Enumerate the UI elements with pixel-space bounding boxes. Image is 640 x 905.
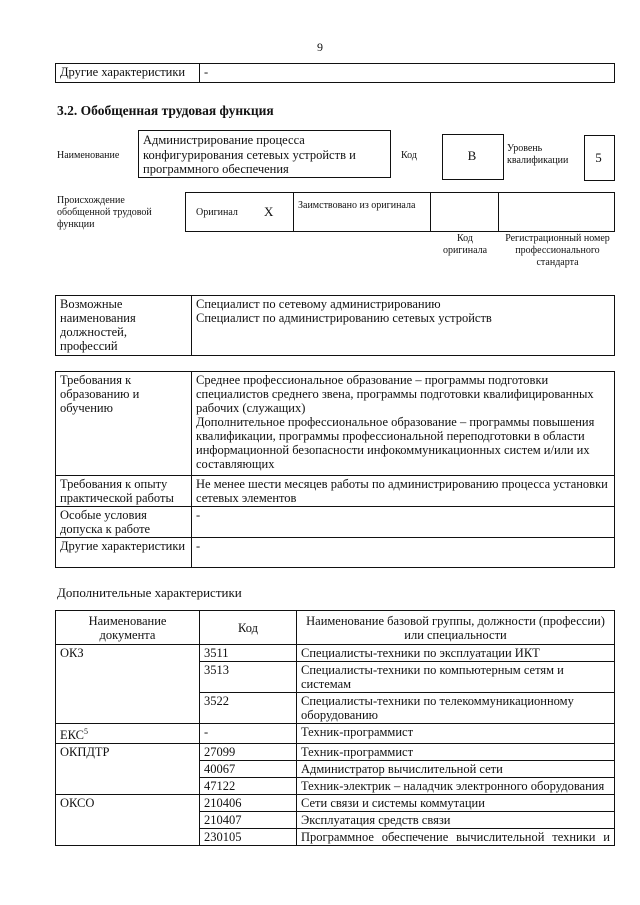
doc-okz: ОКЗ [56, 645, 200, 724]
name-cell: Техник-программист [297, 724, 615, 744]
doc-eks-text: ЕКС [60, 728, 84, 743]
code-cell: 210407 [200, 812, 297, 829]
education-value-1: Среднее профессиональное образование – программы подготовки специалистов среднего звена, программы подготовки квалифицированных рабочих (служащих) [196, 373, 594, 415]
origin-divider-2 [430, 192, 431, 231]
name-cell: Специалисты-техники по телекоммуникационному оборудованию [297, 693, 615, 724]
positions-values [192, 296, 615, 356]
name-cell: Программное обеспечение вычислительной техники и [297, 829, 615, 846]
name-cell: Техник-электрик – наладчик электронного оборудования [297, 778, 615, 795]
code-cell: 47122 [200, 778, 297, 795]
other-characteristics-label: Другие характеристики [56, 64, 200, 83]
function-name-value: Администрирование процесса конфигурирования сетевых устройств и программного обеспечения [143, 133, 356, 176]
education-label: Требования к образованию и обучению [56, 372, 192, 476]
code-cell: 3513 [200, 662, 297, 693]
doc-okpdtr: ОКПДТР [56, 744, 200, 795]
education-value [192, 372, 615, 476]
special-conditions-value: - [192, 507, 615, 538]
level-label: Уровень квалификации [507, 143, 569, 166]
code-value: B [467, 148, 477, 163]
origin-label: Происхождение обобщенной трудовой функции [57, 195, 152, 230]
origin-divider-1 [293, 192, 294, 231]
additional-table [55, 610, 615, 846]
code-original-caption: Код оригинала [442, 233, 488, 256]
footnote-ref: 5 [84, 727, 88, 736]
doc-eks [56, 724, 200, 744]
other-characteristics-value: - [200, 64, 615, 83]
original-label: Оригинал [196, 207, 238, 218]
name-cell: Администратор вычислительной сети [297, 761, 615, 778]
reg-number-caption: Регистрационный номер профессионального стандарта [505, 233, 610, 268]
name-cell: Специалисты-техники по компьютерным сетям и системам [297, 662, 615, 693]
code-cell: 40067 [200, 761, 297, 778]
origin-divider-3 [498, 192, 499, 231]
name-cell: Специалисты-техники по эксплуатации ИКТ [297, 645, 615, 662]
page-number: 9 [317, 40, 323, 54]
name-cell: Эксплуатация средств связи [297, 812, 615, 829]
code-cell: 27099 [200, 744, 297, 761]
experience-value: Не менее шести месяцев работы по администрированию процесса установки сетевых элементов [192, 476, 615, 507]
doc-okso: ОКСО [56, 795, 200, 846]
header-code: Код [200, 611, 297, 645]
positions-label: Возможные наименования должностей, профессий [56, 296, 192, 356]
other-label: Другие характеристики [56, 538, 192, 568]
experience-label: Требования к опыту практической работы [56, 476, 192, 507]
additional-title: Дополнительные характеристики [57, 585, 242, 600]
other-characteristics-top-table [55, 63, 615, 83]
code-label: Код [401, 150, 417, 161]
requirements-table [55, 371, 615, 568]
origin-box [185, 192, 615, 232]
positions-table [55, 295, 615, 356]
original-mark: X [264, 204, 274, 219]
other-value: - [192, 538, 615, 568]
code-cell: 3522 [200, 693, 297, 724]
header-name: Наименование базовой группы, должности (профессии) или специальности [297, 611, 615, 645]
header-doc: Наименование документа [56, 611, 200, 645]
code-cell: - [200, 724, 297, 744]
code-cell: 230105 [200, 829, 297, 846]
education-value-2: Дополнительное профессиональное образование – программы повышения квалификации, программы профессиональной переподготовки в области информационной безопасности инфокоммуникационных систем и/или их составляющих [196, 415, 595, 471]
name-cell: Сети связи и системы коммутации [297, 795, 615, 812]
position-2: Специалист по администрированию сетевых устройств [196, 311, 492, 325]
name-label: Наименование [57, 150, 120, 161]
code-cell: 3511 [200, 645, 297, 662]
special-conditions-label: Особые условия допуска к работе [56, 507, 192, 538]
name-cell: Техник-программист [297, 744, 615, 761]
borrowed-label: Заимствовано из оригинала [298, 200, 416, 211]
position-1: Специалист по сетевому администрированию [196, 297, 441, 311]
code-cell: 210406 [200, 795, 297, 812]
level-value: 5 [595, 150, 602, 165]
section-title: 3.2. Обобщенная трудовая функция [57, 103, 274, 118]
